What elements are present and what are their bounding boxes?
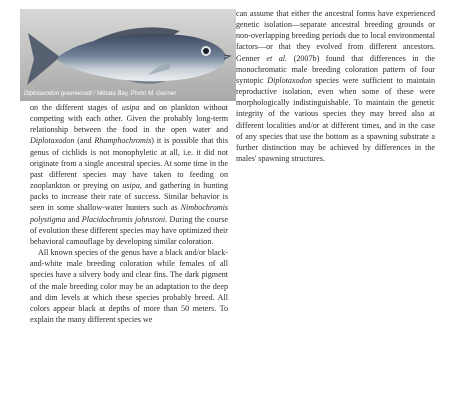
left-column (30, 102, 228, 325)
figure-caption: Diplotaxodon greenwoodi / Nkhata Bay, Photo M. Genner (24, 91, 177, 97)
italic-term: Nimbochromis polystigma (30, 203, 228, 224)
fish-illustration (20, 9, 236, 101)
fish-photo (20, 9, 236, 101)
italic-term: Placidochromis johnstoni (81, 214, 166, 224)
italic-term: Rhamphochromis (94, 136, 152, 146)
italic-term: Diplotaxodon (30, 136, 75, 146)
italic-term: usipa (121, 103, 140, 112)
italic-term: usipa (122, 181, 140, 191)
italic-term: Diplotaxodon (267, 75, 312, 85)
italic-term: et al. (266, 53, 288, 63)
right-column (236, 8, 435, 164)
body-paragraph: on the different stages of usipa and on plankton without competing with each other. Given the probably long-term relationship between the food in the open water and Diplotaxodon (and Rhamphochromis) it is possible that this genus of cichlids is not monophyletic at all, i.e. it did not originate from a single ancestral species. At some time in the past different species may have taken to feeding on zooplankton or preying on usipa, and gathering in hunting packs to increase their rate of success. Similar behavior is seen in some shallow-water hunters such as Nimbochromis polystigma and Placidochromis johnstoni. During the course of evolution these different species may have optimized their behavioral camouflage by developing similar coloration. (30, 103, 228, 246)
body-paragraph: can assume that either the ancestral forms have experienced genetic isolation—separate ancestral breeding grounds or non-overlapping breeding periods due to local environmental factors—or that they evolved from different ancestors. Genner et al. (2007b) found that differences in the monochromatic male breeding coloration pattern of four syntopic Diplotaxodon species were sufficient to maintain reproductive isolation, even when some of these were morphologically indistinguishable. To maintain the genetic integrity of the various species they may breed also at different localities and/or at different times, and in the case of any species that use the bottom as a spawning substrate a further distinction may be achieved by differences in the males' spawning structures. (236, 9, 436, 164)
body-paragraph: All known species of the genus have a black and/or black-and-white male breeding coloration while females of all species have a silvery body and clear fins. The dark pigment of the male breeding color may be an adaptation to the deep and dim levels at which these species probably breed. All colors appear black at depths of more than 50 meters. To explain the many different species we (30, 248, 228, 324)
